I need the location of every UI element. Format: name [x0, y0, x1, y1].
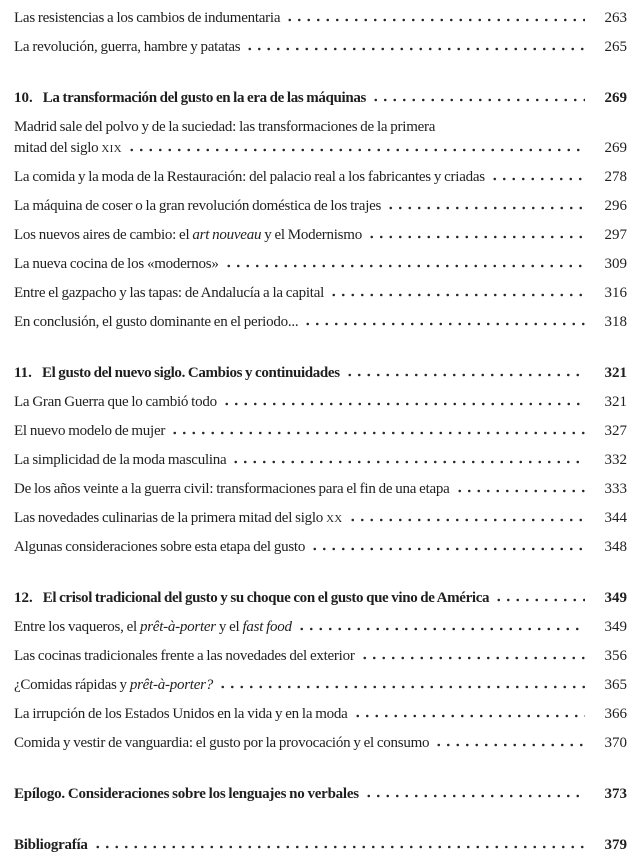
chapter-number: 10.: [14, 90, 33, 106]
entry-title: [14, 167, 485, 188]
entry-title-text: Las novedades culinarias de la primera mitad del siglo: [14, 510, 327, 526]
toc-row: [14, 37, 627, 58]
entry-title-text: La transformación del gusto en la era de las máquinas: [42, 90, 366, 106]
dot-leader: [310, 547, 585, 551]
toc-chapter-row: [14, 588, 627, 609]
toc-chapter-row: [14, 363, 627, 384]
dot-leader: [345, 373, 585, 377]
toc-row: [14, 450, 627, 471]
toc-continuation-row: [14, 138, 627, 159]
page-number: 356: [604, 648, 627, 664]
entry-title: [14, 508, 343, 529]
entry-title-smallcaps: xx: [326, 510, 343, 526]
page-number: 321: [604, 365, 627, 381]
entry-title-text: De los años veinte a la guerra civil: transformaciones para el fin de una etapa: [14, 481, 450, 497]
entry-title: [14, 675, 213, 696]
dot-leader: [360, 656, 585, 660]
entry-title-text: La revolución, guerra, hambre y patatas: [14, 39, 241, 55]
toc-list: [14, 8, 627, 856]
page-number: 349: [604, 590, 627, 606]
entry-title-italic: art nouveau: [192, 227, 262, 243]
page-number: 348: [604, 539, 627, 555]
toc-row: [14, 479, 627, 500]
entry-title-text: Comida y vestir de vanguardia: el gusto por la provocación y el consumo: [14, 735, 430, 751]
page-number: 269: [604, 140, 627, 156]
page-number: 366: [604, 706, 627, 722]
dot-leader: [490, 177, 585, 181]
dot-leader: [222, 402, 585, 406]
entry-title: [43, 588, 489, 609]
page-number: 365: [604, 677, 627, 693]
toc-row: [14, 392, 627, 413]
page-number: 269: [604, 90, 627, 106]
page-number: 349: [604, 619, 627, 635]
entry-title: [14, 784, 359, 805]
entry-title: [14, 835, 88, 856]
entry-title: [14, 646, 355, 667]
chapter-number: 12.: [14, 590, 33, 606]
entry-title-text: Entre los vaqueros, el: [14, 619, 140, 635]
entry-title: [14, 479, 450, 500]
entry-title-text: La simplicidad de la moda masculina: [14, 452, 227, 468]
entry-title-text: El nuevo modelo de mujer: [14, 423, 166, 439]
dot-leader: [494, 598, 585, 602]
entry-title: [14, 421, 165, 442]
toc-row: [14, 508, 627, 529]
dot-leader: [127, 148, 585, 152]
dot-leader: [170, 431, 585, 435]
toc-section-row: [14, 835, 627, 856]
dot-leader: [297, 627, 585, 631]
toc-row: [14, 617, 627, 638]
page-number: 265: [604, 39, 627, 55]
entry-title-text: En conclusión, el gusto dominante en el periodo...: [14, 314, 299, 330]
page-number: 373: [604, 786, 627, 802]
dot-leader: [386, 206, 585, 210]
toc-row: [14, 167, 627, 188]
entry-title: [14, 196, 381, 217]
page-number: 278: [604, 169, 627, 185]
toc-row: [14, 8, 627, 29]
entry-title-text: La Gran Guerra que lo cambió todo: [14, 394, 217, 410]
dot-leader: [231, 460, 585, 464]
entry-title-text: Las cocinas tradicionales frente a las novedades del exterior: [14, 648, 355, 664]
dot-leader: [371, 98, 585, 102]
page-number: 327: [604, 423, 627, 439]
entry-title: [14, 117, 435, 138]
dot-leader: [218, 685, 585, 689]
entry-title-text: Bibliografía: [14, 837, 88, 853]
entry-title-text: La máquina de coser o la gran revolución doméstica de los trajes: [14, 198, 382, 214]
page-number: 370: [604, 735, 627, 751]
entry-title: [14, 704, 348, 725]
dot-leader: [353, 714, 585, 718]
dot-leader: [434, 743, 585, 747]
entry-title: [14, 254, 219, 275]
entry-title-text: La nueva cocina de los «modernos»: [14, 256, 219, 272]
entry-title: [14, 225, 362, 246]
toc-row: [14, 196, 627, 217]
entry-title-text: El gusto del nuevo siglo. Cambios y continuidades: [41, 365, 340, 381]
dot-leader: [93, 845, 585, 849]
page-number: 379: [604, 837, 627, 853]
entry-title-text: mitad del siglo: [14, 140, 102, 156]
entry-title-italic: prêt-à-porter?: [129, 677, 213, 693]
entry-title: [14, 392, 217, 413]
entry-title-text: Madrid sale del polvo y de la suciedad: las transformaciones de la primera: [14, 119, 436, 135]
entry-title: [14, 138, 122, 159]
entry-title-text: Las resistencias a los cambios de indumentaria: [14, 10, 281, 26]
toc-row: [14, 117, 627, 138]
toc-row: [14, 537, 627, 558]
dot-leader: [245, 47, 585, 51]
dot-leader: [285, 18, 585, 22]
toc-row: [14, 646, 627, 667]
page-number: 296: [604, 198, 627, 214]
entry-title: [14, 37, 240, 58]
toc-row: [14, 675, 627, 696]
dot-leader: [367, 235, 585, 239]
entry-title: [14, 537, 305, 558]
entry-title-text: Los nuevos aires de cambio: el: [14, 227, 193, 243]
entry-title-text: Epílogo. Consideraciones sobre los lenguajes no verbales: [14, 786, 359, 802]
entry-title: [14, 8, 280, 29]
page-number: 309: [604, 256, 627, 272]
entry-title-text: La irrupción de los Estados Unidos en la vida y en la moda: [14, 706, 348, 722]
entry-title-text: Entre el gazpacho y las tapas: de Andalucía a la capital: [14, 285, 325, 301]
page-number: 321: [604, 394, 627, 410]
entry-title-text: El crisol tradicional del gusto y su choque con el gusto que vino de América: [42, 590, 490, 606]
toc-chapter-row: [14, 88, 627, 109]
dot-leader: [303, 322, 585, 326]
entry-title: [42, 363, 340, 384]
dot-leader: [455, 489, 585, 493]
entry-title-text: Algunas consideraciones sobre esta etapa del gusto: [14, 539, 306, 555]
page-number: 316: [604, 285, 627, 301]
toc-row: [14, 254, 627, 275]
entry-title-text: La comida y la moda de la Restauración: del palacio real a los fabricantes y criadas: [14, 169, 485, 185]
entry-title-smallcaps: xix: [101, 140, 122, 156]
toc-row: [14, 704, 627, 725]
page-number: 263: [604, 10, 627, 26]
dot-leader: [364, 794, 585, 798]
entry-title-text: y el: [215, 619, 243, 635]
entry-title: [14, 450, 226, 471]
dot-leader: [329, 293, 585, 297]
toc-section-row: [14, 784, 627, 805]
dot-leader: [348, 518, 585, 522]
page-number: 297: [604, 227, 627, 243]
entry-title: [14, 283, 324, 304]
toc-row: [14, 283, 627, 304]
entry-title-italic: prêt-à-porter: [139, 619, 216, 635]
dot-leader: [224, 264, 585, 268]
page-number: 318: [604, 314, 627, 330]
toc-row: [14, 312, 627, 333]
entry-title-italic: fast food: [242, 619, 292, 635]
page-number: 332: [604, 452, 627, 468]
entry-title-text: ¿Comidas rápidas y: [14, 677, 130, 693]
entry-title-text: y el Modernismo: [261, 227, 362, 243]
toc-row: [14, 733, 627, 754]
entry-title: [14, 617, 292, 638]
entry-title: [14, 312, 298, 333]
toc-row: [14, 225, 627, 246]
entry-title: [43, 88, 366, 109]
page-number: 344: [604, 510, 627, 526]
entry-title: [14, 733, 429, 754]
toc-row: [14, 421, 627, 442]
chapter-number: 11.: [14, 365, 32, 381]
page-number: 333: [604, 481, 627, 497]
